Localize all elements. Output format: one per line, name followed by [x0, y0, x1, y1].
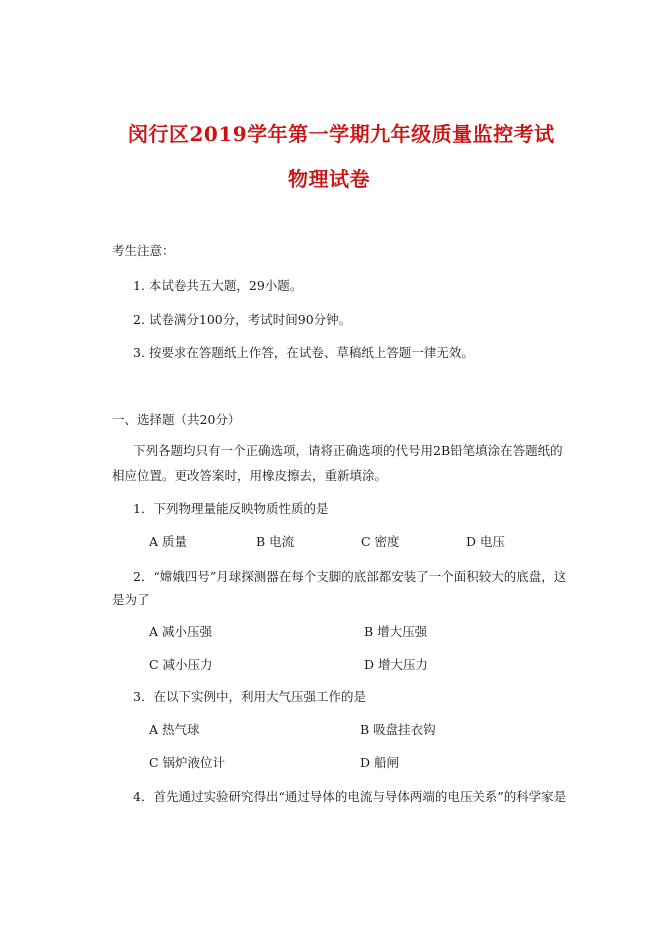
question-1-option-c: C 密度 [361, 534, 400, 549]
question-3-stem: 3．在以下实例中，利用大气压强工作的是 [133, 689, 366, 704]
notice-item-2: 2. 试卷满分100分，考试时间90分钟。 [133, 312, 352, 327]
notice-item-3: 3. 按要求在答题纸上作答，在试卷、草稿纸上答题一律无效。 [133, 345, 474, 360]
section-instruction-line-2: 相应位置。更改答案时，用橡皮擦去，重新填涂。 [112, 468, 388, 483]
question-1-option-d: D 电压 [466, 534, 505, 549]
question-3-option-d: D 船闸 [360, 755, 399, 770]
question-2-option-b: B 增大压强 [364, 624, 428, 639]
question-1-stem: 1．下列物理量能反映物质性质的是 [133, 501, 329, 516]
question-2-option-d: D 增大压力 [364, 657, 428, 672]
question-3-option-b: B 吸盘挂衣钩 [360, 722, 436, 737]
section-heading: 一、选择题（共20分） [112, 412, 241, 427]
question-4-stem: 4．首先通过实验研究得出“通过导体的电流与导体两端的电压关系”的科学家是 [133, 789, 567, 804]
exam-title: 闵行区2019学年第一学期九年级质量监控考试 [128, 122, 555, 146]
question-3-option-a: A 热气球 [149, 722, 200, 737]
question-1-option-b: B 电流 [256, 534, 295, 549]
section-instruction-line-1: 下列各题均只有一个正确选项，请将正确选项的代号用2B铅笔填涂在答题纸的 [133, 443, 563, 458]
question-2-option-c: C 减小压力 [149, 657, 213, 672]
question-1-option-a: A 质量 [149, 534, 188, 549]
notice-item-1: 1. 本试卷共五大题，29小题。 [133, 278, 303, 293]
question-2-stem-line-1: 2．“嫦娥四号”月球探测器在每个支脚的底部都安装了一个面积较大的底盘，这 [133, 569, 567, 584]
question-3-option-c: C 锅炉液位计 [149, 755, 226, 770]
notice-heading: 考生注意： [112, 243, 175, 258]
question-2-stem-line-2: 是为了 [112, 592, 150, 607]
question-2-option-a: A 减小压强 [149, 624, 213, 639]
paper-subtitle: 物理试卷 [288, 167, 370, 191]
